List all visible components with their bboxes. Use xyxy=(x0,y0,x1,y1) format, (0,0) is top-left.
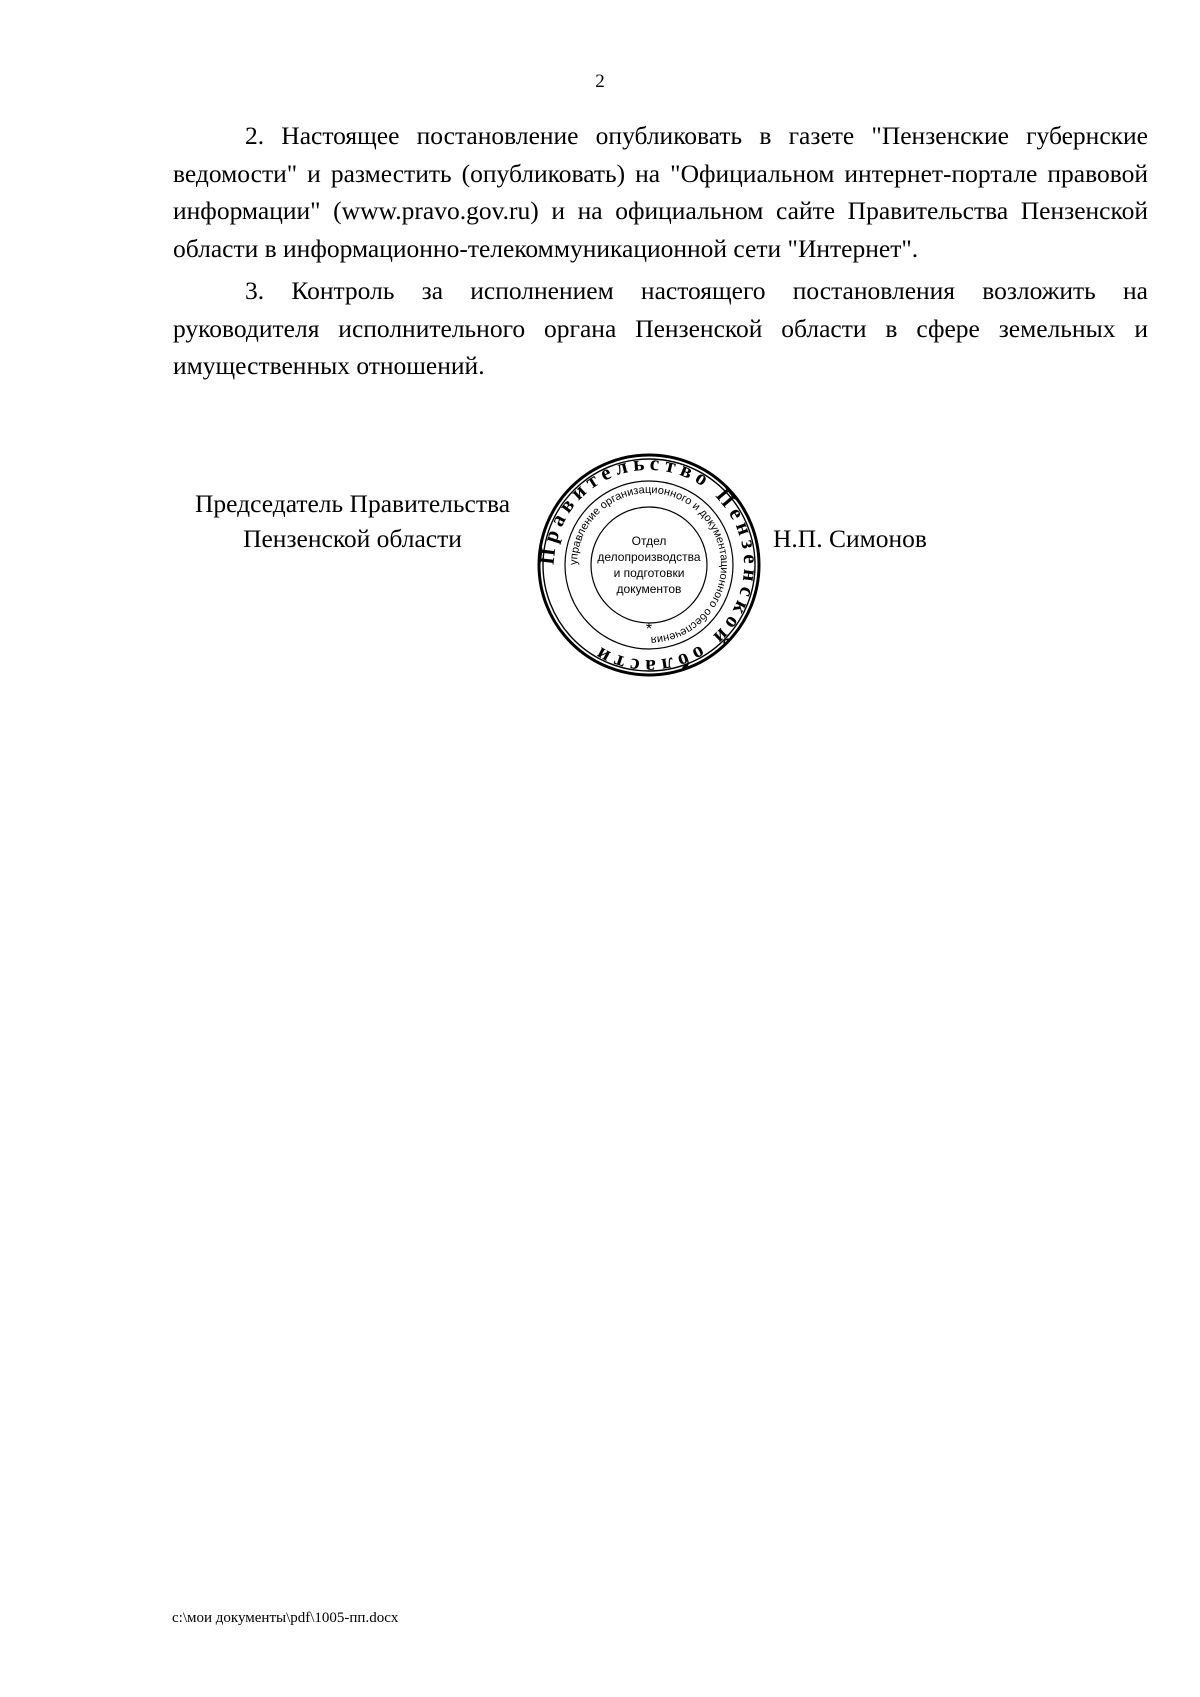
page-number: 2 xyxy=(595,71,605,92)
seal-middle-text-path: управление организационного и документационного обеспечения xyxy=(567,483,731,647)
seal-center-line2: делопроизводства xyxy=(597,550,701,564)
signature-position xyxy=(160,486,545,556)
paragraph-control: 3. Контроль за исполнением настоящего постановления возложить на руководителя исполнительного органа Пензенской области в сфере земельных и имущественных отношений. xyxy=(173,275,1148,381)
official-seal xyxy=(536,452,762,678)
footer-file-path: c:\мои документы\pdf\1005-пп.docx xyxy=(172,1610,399,1626)
signature-name: Н.П. Симонов xyxy=(773,524,927,553)
paragraph-publication: 2. Настоящее постановление опубликовать в газете "Пензенские губернские ведомости" и разместить (опубликовать) на "Официальном интернет-портале правовой информации" (www.pravo.gov.ru) и на официальном сайте Правительства Пензенской области в информационно-телекоммуникационной сети "Интернет". xyxy=(173,121,1148,264)
seal-star: * xyxy=(645,621,653,638)
seal-center-line3: и подготовки xyxy=(613,566,685,580)
document-body xyxy=(173,117,1148,389)
seal-outer-text-path: Правительство Пензенской области xyxy=(536,452,762,678)
seal-center-line4: документов xyxy=(616,582,682,596)
signature-position-line1: Председатель Правительства xyxy=(194,489,511,518)
seal-graphic xyxy=(536,452,762,678)
signature-position-line2: Пензенской области xyxy=(243,524,462,553)
seal-inner-ring xyxy=(591,507,707,623)
seal-center-line1: Отдел xyxy=(631,534,667,548)
